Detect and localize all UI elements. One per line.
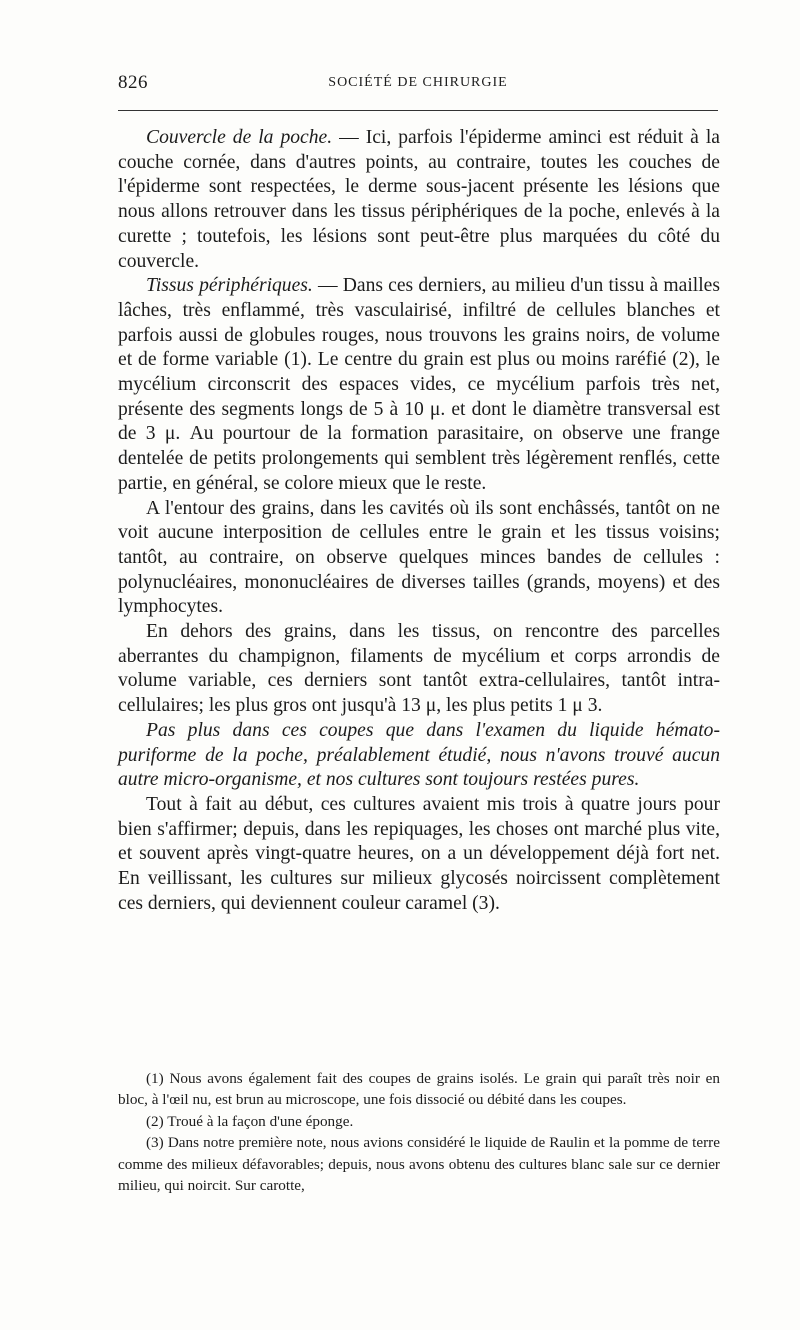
paragraph-dehors xyxy=(118,620,720,719)
paragraph-cultures xyxy=(118,793,720,917)
footnote-1: (1) Nous avons également fait des coupes de grains isolés. Le grain qui paraît très noir en bloc, à l'œil nu, est brun au microscope, une fois dissocié ou débité dans les coupes. xyxy=(118,1070,720,1109)
paragraph-tissus xyxy=(118,274,720,496)
paragraph-couvercle xyxy=(118,126,720,274)
footnotes xyxy=(118,1068,720,1196)
running-head: SOCIÉTÉ DE CHIRURGIE xyxy=(328,75,508,90)
footnote-3: (3) Dans notre première note, nous avions considéré le liquide de Raulin et la pomme de terre comme des milieux défavorables; depuis, nous avons obtenu des cultures blanc sale sur ce dernier milieu, qui noircit. Sur carotte, xyxy=(118,1134,720,1195)
page-number: 826 xyxy=(118,72,148,93)
paragraph-text: — Ici, parfois l'épiderme aminci est réduit à la couche cornée, dans d'autres points, au contraire, toutes les couches de l'épiderme sont respectées, le derme sous-jacent présente les lésions que nous allons retrouver dans les tissus périphériques de la poche, enlevés à la curette ; toutefois, les lésions sont peut-être plus marquées du côté du couvercle. xyxy=(118,127,720,272)
paragraph-entour xyxy=(118,497,720,621)
page-header xyxy=(118,72,718,102)
paragraph-lead: Tissus périphériques. xyxy=(146,275,313,297)
body-text xyxy=(118,126,720,917)
paragraph-text: En dehors des grains, dans les tissus, on rencontre des parcelles aberrantes du champignon, filaments de mycélium et corps arrondis de volume variable, ces derniers sont tantôt extra-cellulaires, tantôt intra-cellulaires; les plus gros ont jusqu'à 13 μ, les plus petits 1 μ 3. xyxy=(118,621,720,717)
header-rule xyxy=(118,110,718,111)
paragraph-italic xyxy=(118,719,720,793)
footnote-2: (2) Troué à la façon d'une éponge. xyxy=(146,1112,354,1130)
paragraph-italic-text: Pas plus dans ces coupes que dans l'examen du liquide hémato-puriforme de la poche, préalablement étudié, nous n'avons trouvé aucun autre micro-organisme, et nos cultures sont toujours restées pures. xyxy=(118,719,720,791)
paragraph-text: A l'entour des grains, dans les cavités où ils sont enchâssés, tantôt on ne voit aucune interposition de cellules entre le grain et les tissus voisins; tantôt, au contraire, on observe quelques minces bandes de cellules : polynucléaires, mononucléaires de diverses tailles (grands, moyens) et des lymphocytes. xyxy=(118,497,720,618)
paragraph-text: — Dans ces derniers, au milieu d'un tissu à mailles lâches, très enflammé, très vasculairisé, infiltré de cellules blanches et parfois aussi de globules rouges, nous trouvons les grains noirs, de volume et de forme variable (1). Le centre du grain est plus ou moins raréfié (2), le mycélium circonscrit des espaces vides, ce mycélium parfois très net, présente des segments longs de 5 à 10 μ. et dont le diamètre transversal est de 3 μ. Au pourtour de la formation parasitaire, on observe une frange dentelée de petits prolongements qui semblent très légèrement renflés, cette partie, en général, se colore mieux que le reste. xyxy=(118,275,720,494)
paragraph-text: Tout à fait au début, ces cultures avaient mis trois à quatre jours pour bien s'affirmer; depuis, dans les repiquages, les choses ont marché plus vite, et souvent après vingt-quatre heures, on a un développement déjà fort net. En veillissant, les cultures sur milieux glycosés noircissent complètement ces derniers, qui deviennent couleur caramel (3). xyxy=(118,793,720,914)
paragraph-lead: Couvercle de la poche. xyxy=(146,127,333,148)
